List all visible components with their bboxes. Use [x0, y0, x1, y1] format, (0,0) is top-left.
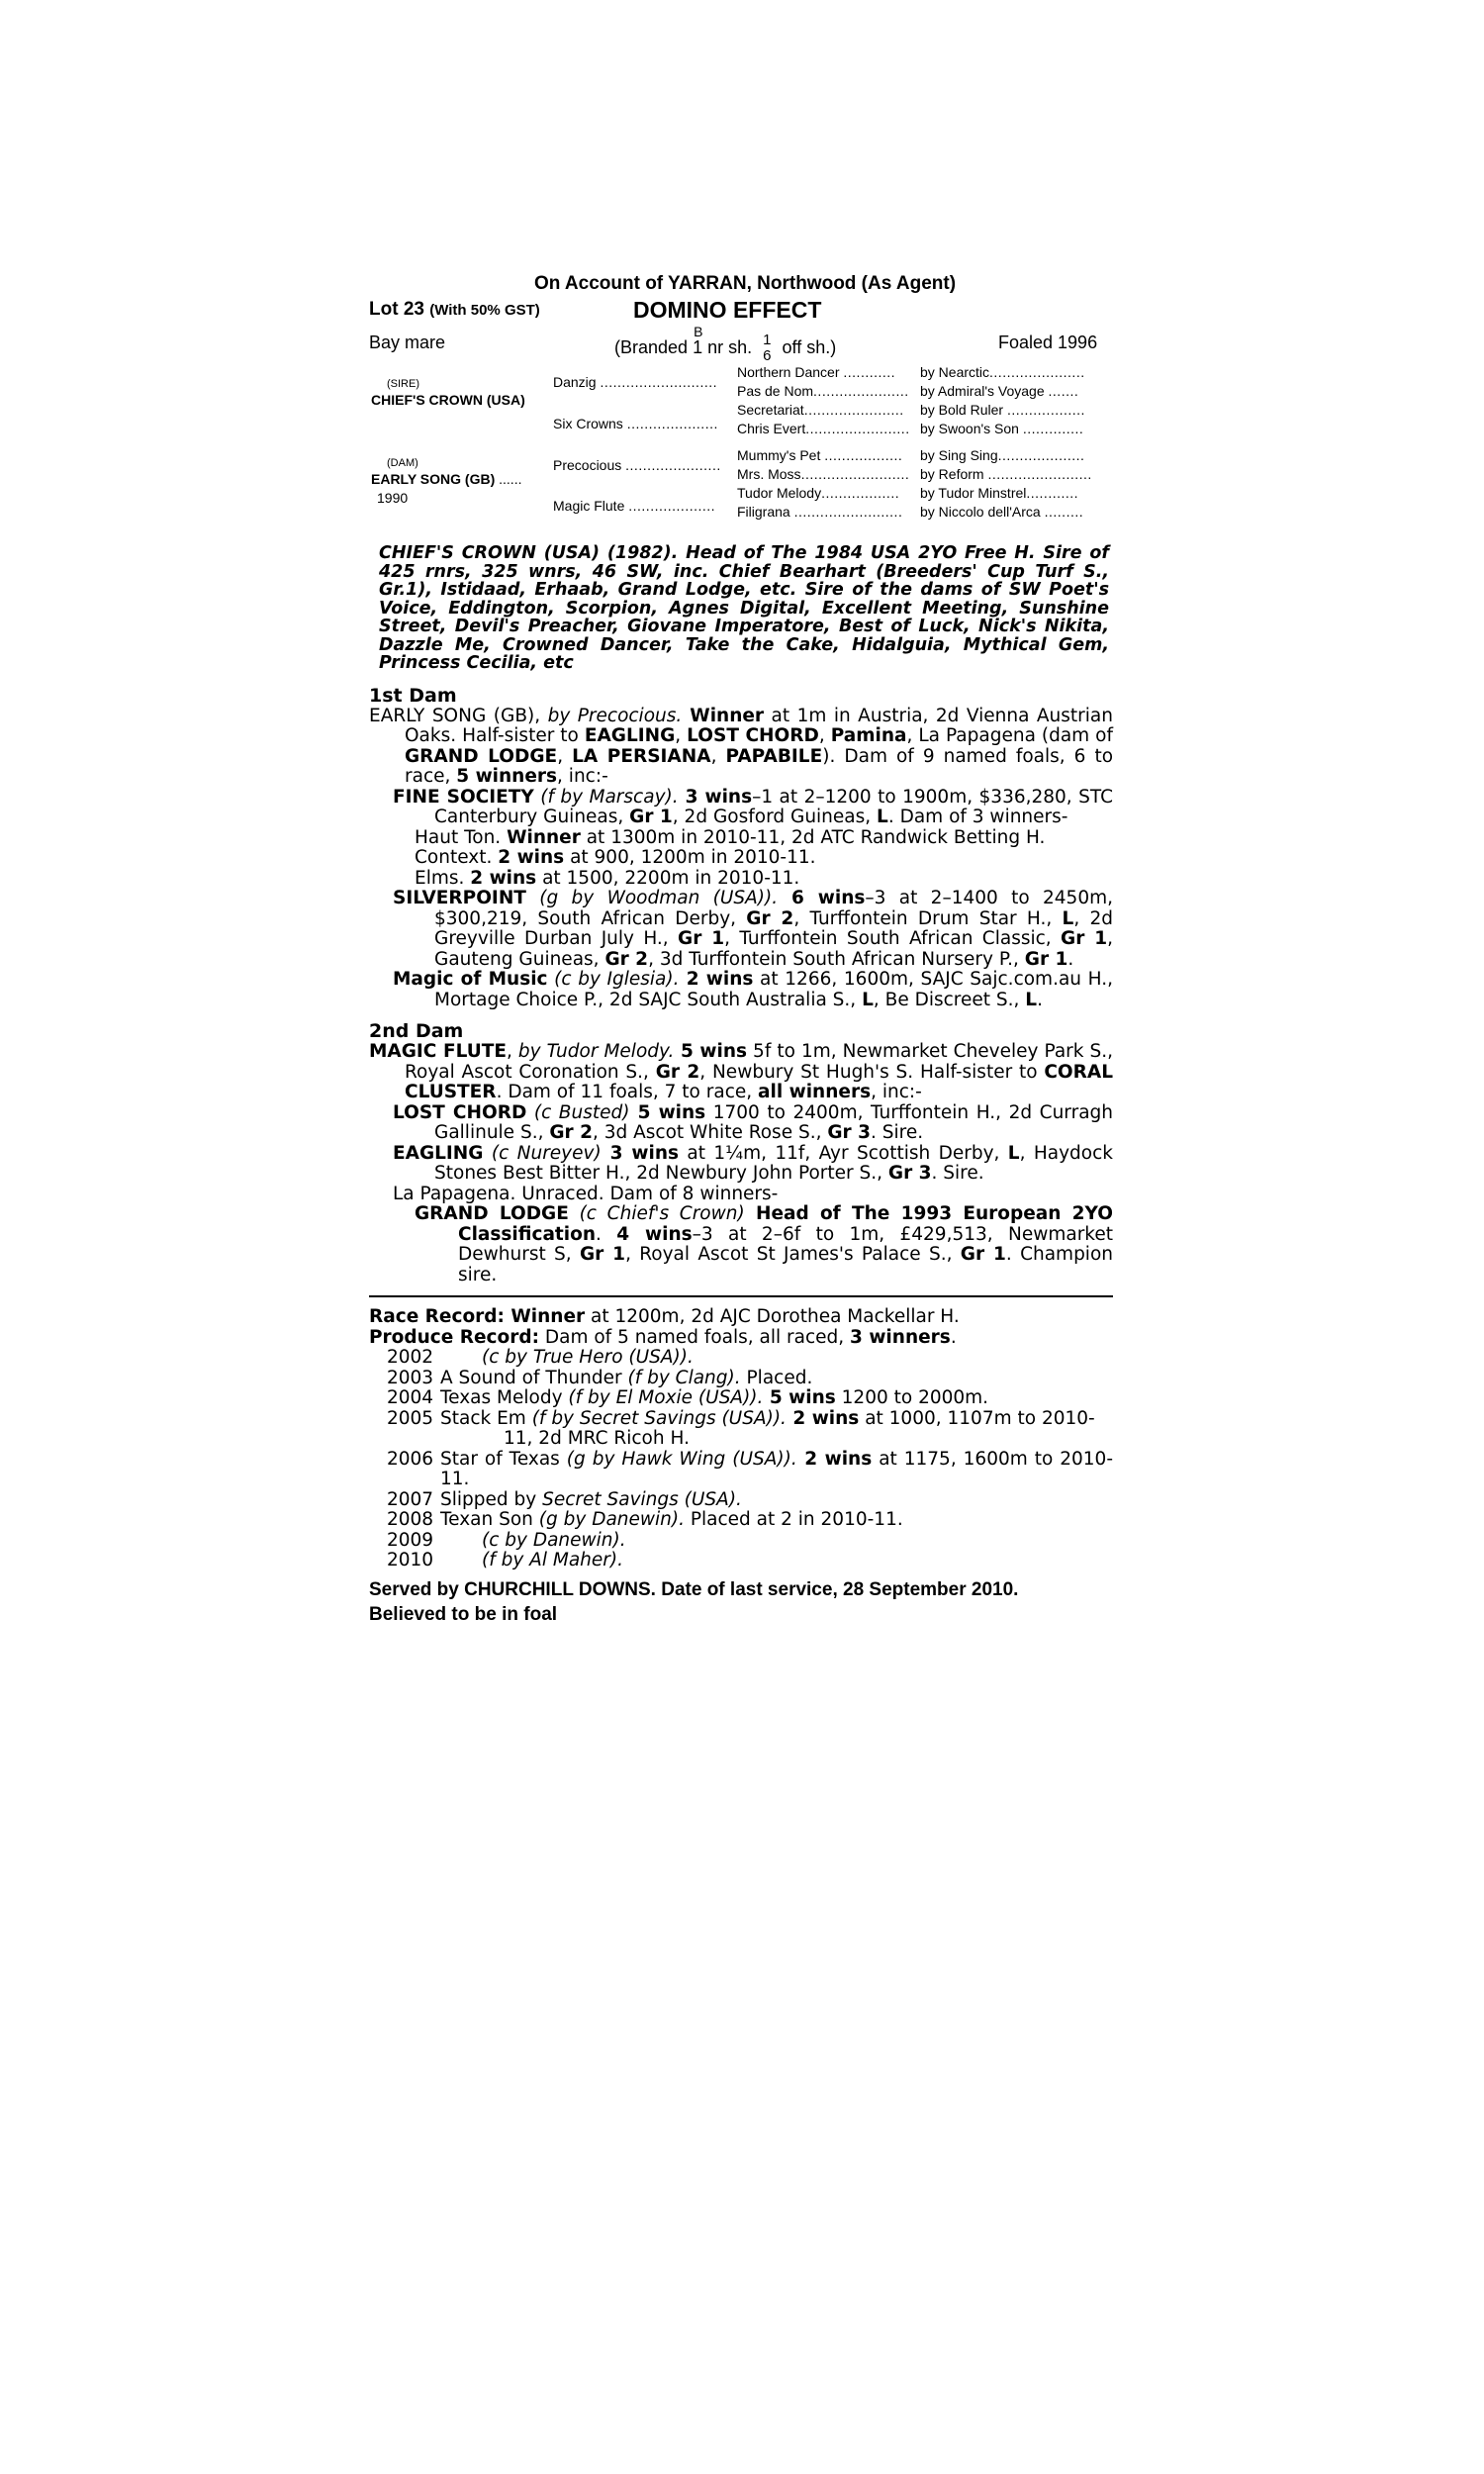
- pedigree-gen2: Danzig ...........................: [553, 374, 718, 390]
- sire-name: CHIEF'S CROWN (USA): [371, 392, 525, 408]
- produce-record-heading: Produce Record: Dam of 5 named foals, all raced, 3 winners.: [369, 1326, 957, 1348]
- sire-tag: (SIRE): [387, 378, 419, 390]
- horse-name: DOMINO EFFECT: [633, 297, 822, 323]
- produce-entry: 2005 Stack Em (f by Secret Savings (USA)). 2 wins at 1000, 1107m to 2010- 11, 2d MRC Ricoh H.: [387, 1407, 1095, 1449]
- pedigree-table: [369, 362, 1113, 530]
- produce-entry: 2006 Star of Texas (g by Hawk Wing (USA)). 2 wins at 1175, 1600m to 2010-11.: [387, 1448, 1113, 1489]
- produce-entry: 2007 Slipped by Secret Savings (USA).: [387, 1488, 742, 1510]
- dam-year: 1990: [377, 490, 409, 506]
- produce-entry: 2010 (f by Al Maher).: [387, 1550, 623, 1570]
- pedigree-gen3: Pas de Nom......................: [737, 383, 909, 399]
- produce-entry: 2008 Texan Son (g by Danewin). Placed at 2 in 2010-11.: [387, 1509, 903, 1530]
- pedigree-gen2: Precocious ......................: [553, 457, 721, 473]
- gst-note: (With 50% GST): [429, 302, 540, 319]
- progeny-entry: FINE SOCIETY (f by Marscay). 3 wins–1 at 2–1200 to 1900m, $336,280, STC Canterbury Guineas, Gr 1, 2d Gosford Guineas, L. Dam of 3 winners-: [393, 786, 1113, 827]
- pedigree-gen3: Chris Evert........................: [737, 421, 910, 436]
- brand-marks: (Branded B 1 nr sh. 1 6 off sh.): [614, 323, 837, 364]
- pedigree-gen3: Northern Dancer ............: [737, 364, 896, 380]
- produce-entry: 2004 Texas Melody (f by El Moxie (USA)). 5 wins 1200 to 2000m.: [387, 1387, 989, 1408]
- progeny-entry: La Papagena. Unraced. Dam of 8 winners-: [393, 1183, 779, 1204]
- foaled-year: Foaled 1996: [998, 333, 1098, 352]
- first-dam-paragraph: EARLY SONG (GB), by Precocious. Winner at 1m in Austria, 2d Vienna Austrian Oaks. Half-sister to EAGLING, LOST CHORD, Pamina, La Papagena (dam of GRAND LODGE, LA PERSIANA, PAPABILE). Dam of 9 named foals, 6 to race, 5 winners, inc:-: [369, 705, 1114, 787]
- pedigree-gen3: Secretariat.......................: [737, 402, 904, 418]
- grand-progeny-entry: Context. 2 wins at 900, 1200m in 2010-11.: [415, 847, 816, 868]
- progeny-entry: Magic of Music (c by Iglesia). 2 wins at 1266, 1600m, SAJC Sajc.com.au H., Mortage Choice P., 2d SAJC South Australia S., L, Be Discreet S., L.: [393, 969, 1114, 1010]
- pedigree-gen4: by Admiral's Voyage .......: [920, 383, 1079, 399]
- pedigree-gen4: by Reform ........................: [920, 466, 1092, 482]
- dam-tag: (DAM): [387, 457, 418, 469]
- dam-name: EARLY SONG (GB) ......: [371, 471, 522, 487]
- second-dam-heading: 2nd Dam: [369, 1020, 464, 1042]
- pedigree-gen4: by Niccolo dell'Arca .........: [920, 504, 1084, 520]
- lot-number: Lot 23 (With 50% GST): [369, 299, 540, 320]
- sex-colour: Bay mare: [369, 333, 446, 352]
- pedigree-gen4: by Swoon's Son ..............: [920, 421, 1084, 436]
- produce-entry: 2009 (c by Danewin).: [387, 1529, 626, 1551]
- sire-comment: CHIEF'S CROWN (USA) (1982). Head of The 1984 USA 2YO Free H. Sire of 425 rnrs, 325 wnrs, 46 SW, inc. Chief Bearhart (Breeders' Cup Turf S., Gr.1), Istidaad, Erhaab, Grand Lodge, etc. Sire of the dams of SW Poet's Voice, Eddington, Scorpion, Agnes Digital, Excellent Meeting, Sunshine Street, Devil's Preacher, Giovane Imperatore, Best of Luck, Nick's Nikita, Dazzle Me, Crowned Dancer, Take the Cake, Hidalguia, Mythical Gem, Princess Cecilia, etc: [379, 543, 1109, 673]
- pedigree-gen2: Six Crowns .....................: [553, 416, 718, 431]
- pedigree-gen4: by Bold Ruler ..................: [920, 402, 1085, 418]
- pedigree-gen4: by Sing Sing....................: [920, 447, 1085, 463]
- pedigree-gen3: Tudor Melody..................: [737, 485, 900, 501]
- description-row: [369, 323, 1113, 364]
- section-divider: [369, 1295, 1113, 1297]
- first-dam-heading: 1st Dam: [369, 684, 457, 707]
- race-record: Race Record: Winner at 1200m, 2d AJC Dorothea Mackellar H.: [369, 1306, 960, 1327]
- catalogue-page: [369, 273, 1113, 1627]
- pedigree-gen3: Filigrana .........................: [737, 504, 903, 520]
- lot-row: [369, 295, 1113, 327]
- pedigree-gen3: Mummy's Pet ..................: [737, 447, 903, 463]
- grand-progeny-entry: GRAND LODGE (c Chief's Crown) Head of The 1993 European 2YO Classification. 4 wins–3 at 2–6f to 1m, £429,513, Newmarket Dewhurst S, Gr 1, Royal Ascot St James's Palace S., Gr 1. Champion sire.: [415, 1203, 1114, 1285]
- produce-entry: 2003 A Sound of Thunder (f by Clang). Placed.: [387, 1367, 813, 1388]
- grand-progeny-entry: Haut Ton. Winner at 1300m in 2010-11, 2d ATC Randwick Betting H.: [415, 826, 1046, 848]
- foal-status: Believed to be in foal: [369, 1603, 558, 1625]
- pedigree-gen3: Mrs. Moss.........................: [737, 466, 910, 482]
- progeny-entry: SILVERPOINT (g by Woodman (USA)). 6 wins–3 at 2–1400 to 2450m, $300,219, South African Derby, Gr 2, Turffontein Drum Star H., L, 2d Greyville Durban July H., Gr 1, Turffontein South African Classic, Gr 1, Gauteng Guineas, Gr 2, 3d Turffontein South African Nursery P., Gr 1.: [393, 888, 1114, 970]
- pedigree-gen2: Magic Flute ....................: [553, 498, 716, 514]
- grand-progeny-entry: Elms. 2 wins at 1500, 2200m in 2010-11.: [415, 867, 800, 889]
- pedigree-gen4: by Tudor Minstrel............: [920, 485, 1079, 501]
- second-dam-paragraph: MAGIC FLUTE, by Tudor Melody. 5 wins 5f to 1m, Newmarket Cheveley Park S., Royal Ascot Coronation S., Gr 2, Newbury St Hugh's S. Half-sister to CORAL CLUSTER. Dam of 11 foals, 7 to race, all winners, inc:-: [369, 1041, 1114, 1102]
- service-note: Served by CHURCHILL DOWNS. Date of last service, 28 September 2010.: [369, 1578, 1019, 1600]
- produce-entry: 2002 (c by True Hero (USA)).: [387, 1347, 694, 1368]
- vendor-heading: On Account of YARRAN, Northwood (As Agent): [533, 273, 957, 294]
- progeny-entry: EAGLING (c Nureyev) 3 wins at 1¼m, 11f, Ayr Scottish Derby, L, Haydock Stones Best Bitter H., 2d Newbury John Porter S., Gr 3. Sire.: [393, 1142, 1113, 1184]
- pedigree-gen4: by Nearctic......................: [920, 364, 1085, 380]
- progeny-entry: LOST CHORD (c Busted) 5 wins 1700 to 2400m, Turffontein H., 2d Curragh Gallinule S., Gr 2, 3d Ascot White Rose S., Gr 3. Sire.: [393, 1101, 1113, 1143]
